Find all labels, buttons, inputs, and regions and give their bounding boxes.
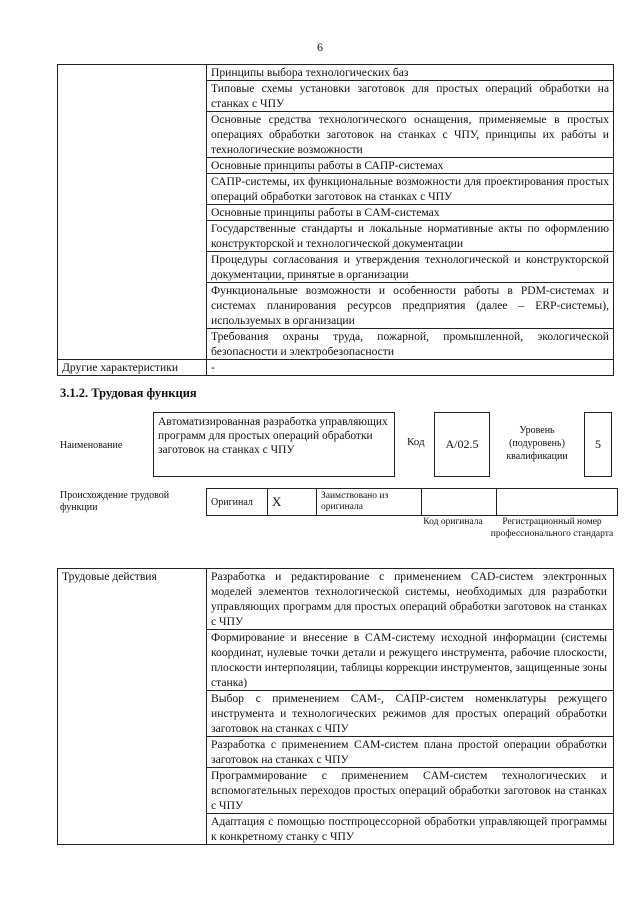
table-cell: Типовые схемы установки заготовок для простых операций обработки на станках с ЧПУ	[207, 81, 614, 112]
empty-label-cell	[58, 65, 207, 360]
function-name-box: Автоматизированная разработка управляющих программ для простых операций обработки заготовок на станках с ЧПУ	[153, 412, 395, 477]
table-cell: Государственные стандарты и локальные нормативные акты по оформлению конструкторской и технологической документации	[207, 221, 614, 252]
table-cell: Функциональные возможности и особенности работы в PDM-системах и системах планирования ресурсов предприятия (далее – ERP-системы), используемых в организации	[207, 283, 614, 329]
caption-reg: Регистрационный номер профессионального стандарта	[490, 517, 614, 539]
table-cell: Принципы выбора технологических баз	[207, 65, 614, 81]
table-row	[58, 360, 614, 376]
table-row	[207, 489, 618, 516]
table-cell: САПР-системы, их функциональные возможности для проектирования простых операций обработки заготовок на станках с ЧПУ	[207, 174, 614, 205]
table-cell: Программирование с применением CAM-систем технологических и вспомогательных переходов простых операций обработки заготовок на станках с ЧПУ	[207, 768, 614, 814]
table-row	[58, 569, 614, 630]
table-cell: Разработка с применением CAM-систем плана простой операции обработки заготовок на станках с ЧПУ	[207, 737, 614, 768]
borrowed-label: Заимствовано из оригинала	[317, 489, 422, 516]
table-cell: Основные средства технологического оснащения, применяемые в простых операциях обработки заготовок на станках с ЧПУ, принципы их работы и технологические возможности	[207, 112, 614, 158]
caption-code: Код оригинала	[423, 517, 483, 527]
table-row	[58, 65, 614, 81]
table-cell: Выбор с применением CAM-, САПР-систем номенклатуры режущего инструмента и технологических режимов для простых операций обработки заготовок на станках с ЧПУ	[207, 691, 614, 737]
table-cell: Формирование и внесение в CAM-систему исходной информации (системы координат, нулевые точки детали и режущего инструмента, рабочие плоскости, плоскости интерполяции, таблицы коррекции инструментов, защищенные зоны станка)	[207, 630, 614, 691]
level-value: 5	[584, 412, 612, 477]
table-cell: Основные принципы работы в САПР-системах	[207, 158, 614, 174]
origin-table	[206, 488, 618, 516]
other-characteristics-value: -	[207, 360, 614, 376]
page-number: 6	[317, 40, 323, 54]
labor-actions-table	[57, 568, 614, 845]
table-cell: Процедуры согласования и утверждения технологической и конструкторской документации, принятые в организации	[207, 252, 614, 283]
reg-number-cell	[497, 489, 618, 516]
level-label: Уровень (подуровень) квалификации	[506, 425, 568, 462]
original-label: Оригинал	[207, 489, 268, 516]
table-cell: Основные принципы работы в CAM-системах	[207, 205, 614, 221]
original-code-cell	[422, 489, 497, 516]
section-heading: 3.1.2. Трудовая функция	[60, 386, 197, 400]
table-cell: Требования охраны труда, пожарной, промышленной, экологической безопасности и электробезопасности	[207, 329, 614, 360]
origin-label: Происхождение трудовой функции	[60, 490, 170, 513]
code-value: A/02.5	[434, 412, 490, 477]
original-mark: X	[268, 489, 317, 516]
other-characteristics-label: Другие характеристики	[58, 360, 207, 376]
code-label: Код	[407, 436, 425, 448]
labor-actions-label: Трудовые действия	[58, 569, 207, 845]
table-cell: Разработка и редактирование с применением CAD-систем электронных моделей элементов технологической системы, необходимых для разработки управляющих программ для простых операций обработки заготовок на станках с ЧПУ	[207, 569, 614, 630]
table-cell: Адаптация с помощью постпроцессорной обработки управляющей программы к конкретному станку с ЧПУ	[207, 814, 614, 845]
name-label: Наименование	[60, 440, 123, 451]
knowledge-table	[57, 64, 614, 376]
